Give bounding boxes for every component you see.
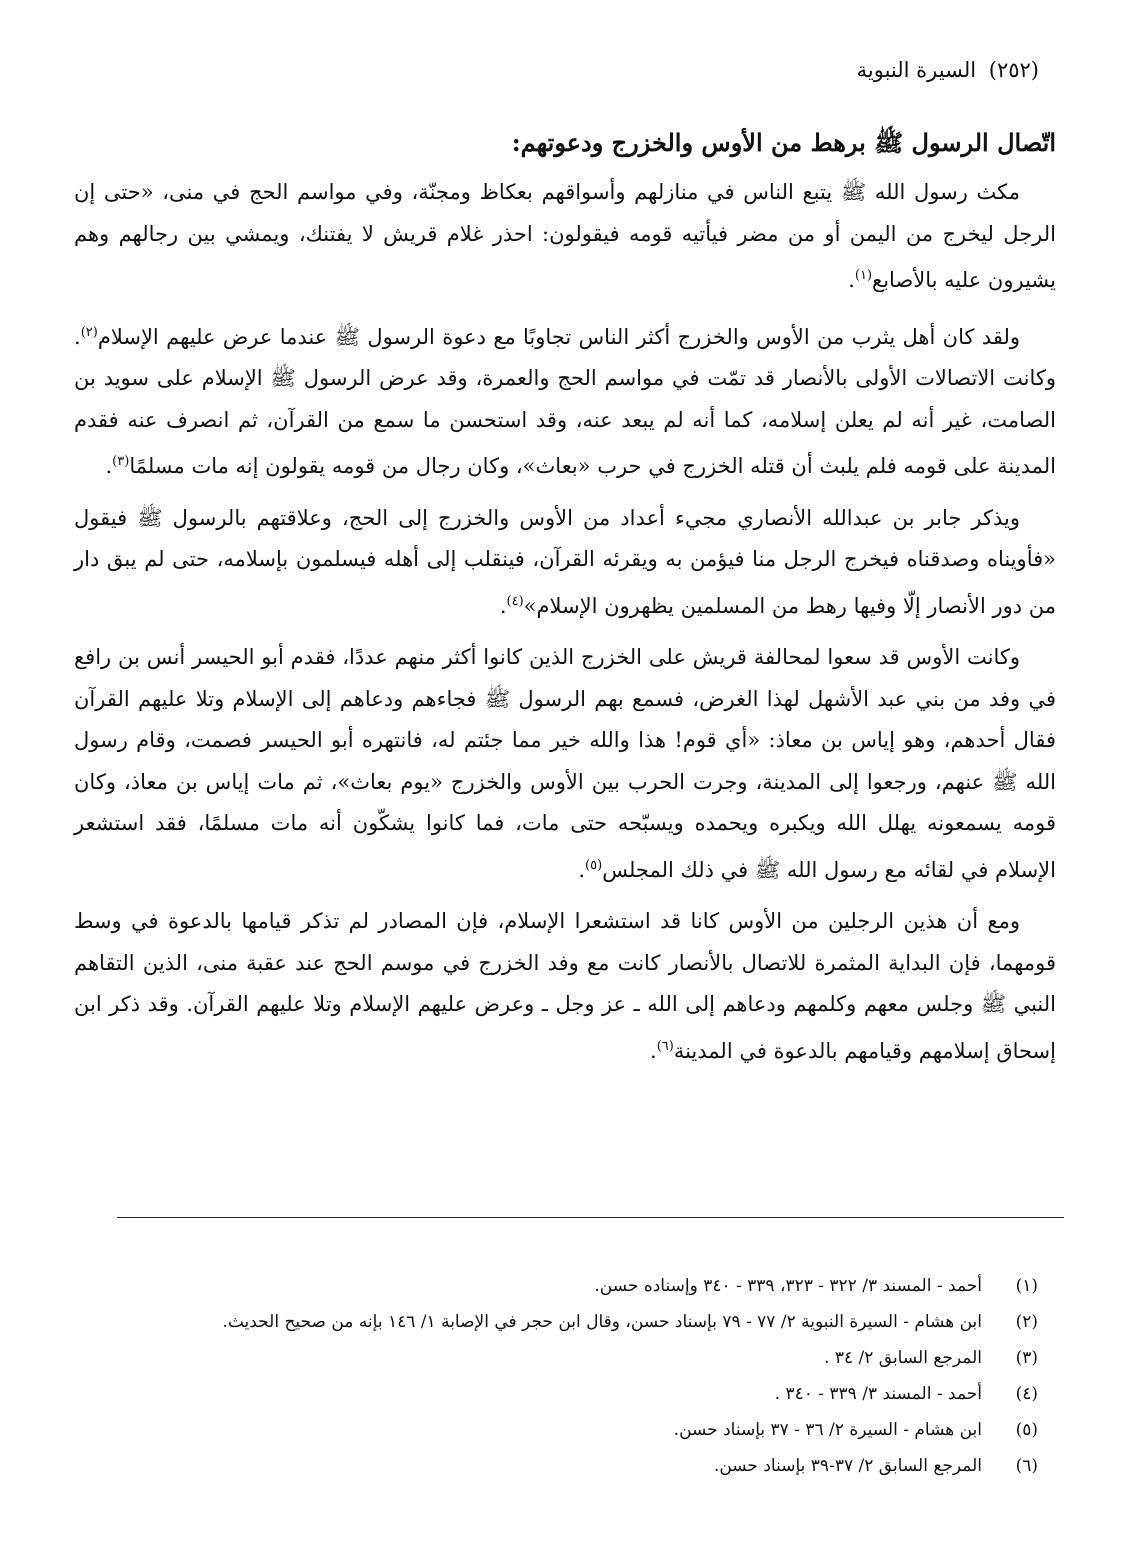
book-title: السيرة النبوية [856, 58, 977, 82]
footnote: (٦) المرجع السابق ٢/ ٣٧-٣٩ بإسناد حسن. [713, 1456, 1038, 1476]
page-number: (٢٥٢) [988, 58, 1039, 82]
section-heading: اتّصال الرسول ﷺ برهط من الأوس والخزرج ودعوتهم: [511, 128, 1056, 157]
footnote: (٣) المرجع السابق ٢/ ٣٤ . [824, 1348, 1038, 1368]
footnote: (٥) ابن هشام - السيرة ٢/ ٣٦ - ٣٧ بإسناد حسن. [673, 1420, 1038, 1440]
footnote: (٢) ابن هشام - السيرة النبوية ٢/ ٧٧ - ٧٩ بإسناد حسن، وقال ابن حجر في الإصابة ١/ ١٤٦ بإنه من صحيح الحديث. [222, 1312, 1038, 1332]
footnotes [78, 1268, 1038, 1484]
paragraph: ويذكر جابر بن عبدالله الأنصاري مجيء أعداد من الأوس والخزرج إلى الحج، وعلاقتهم بالرسول ﷺ فيقول «فأويناه وصدقناه فيخرج الرجل منا فيؤمن به ويقرئه القرآن، فينقلب إلى أهله فيسلمون بإسلامه، حتى لم يبق دار من دور الأنصار إلّا وفيها رهط من المسلمين يظهرون الإسلام»$^{(٤)}$. [74, 505, 1056, 618]
paragraph: وكانت الأوس قد سعوا لمحالفة قريش على الخزرج الذين كانوا أكثر منهم عددًا، فقدم أبو الحيسر أنس بن رافع في وفد من بني عبد الأشهل لهذا الغرض، فسمع بهم الرسول ﷺ فجاءهم ودعاهم إلى الإسلام وتلا عليهم القرآن فقال أحدهم، وهو إياس بن معاذ: «أي قوم! هذا والله خير مما جئتم له، فانتهره أبو الحيسر فصمت، وقام رسول الله ﷺ عنهم، ورجعوا إلى المدينة، وجرت الحرب بين الأوس والخزرج «يوم بعاث»، ثم مات إياس بن معاذ، وكان قومه يسمعونه يهلل الله ويكبره ويحمده ويسبّحه حتى مات، فما كانوا يشكّون أنه مات مسلمًا، فقد استشعر الإسلام في لقائه مع رسول الله ﷺ في ذلك المجلس$^{(٥)}$. [74, 645, 1056, 882]
footnote: (٤) أحمد - المسند ٣/ ٣٣٩ - ٣٤٠ . [774, 1384, 1038, 1404]
paragraph: ومع أن هذين الرجلين من الأوس كانا قد استشعرا الإسلام، فإن المصادر لم تذكر قيامها بالدعوة في وسط قومهما، فإن البداية المثمرة للاتصال بالأنصار كانت مع وفد الخزرج في موسم الحج عند عقبة منى، الذين التقاهم النبي ﷺ وجلس معهم وكلمهم ودعاهم إلى الله ـ عز وجل ـ وعرض عليهم الإسلام وتلا عليهم القرآن. وقد ذكر ابن إسحاق إسلامهم وقيامهم بالدعوة في المدينة$^{(٦)}$. [74, 909, 1056, 1063]
footnote-divider [117, 1217, 1064, 1218]
footnote: (١) أحمد - المسند ٣/ ٣٢٢ - ٣٢٣، ٣٣٩ - ٣٤٠ وإسناده حسن. [594, 1276, 1038, 1296]
running-header [857, 58, 1039, 82]
footnote-ref: (٦) [656, 1038, 674, 1054]
footnote-ref: (٣) [112, 454, 130, 469]
footnote-ref: (٤) [506, 593, 524, 609]
paragraph: مكث رسول الله ﷺ يتبع الناس في منازلهم وأسواقهم بعكاظ ومجنّة، وفي مواسم الحج في منى، «حتى إن الرجل ليخرج من اليمن أو من مضر فيأتيه قومه فيقولون: احذر غلام قريش لا يفتنك، ويمشي بين رجالهم وهم يشيرون عليه بالأصابع$^{(١)}$. [74, 180, 1056, 292]
footnote-ref: (٥) [585, 857, 603, 873]
footnote-ref: (١) [854, 268, 873, 283]
body-text [74, 172, 1056, 1082]
footnote-ref: (٢) [80, 324, 98, 340]
paragraph: ولقد كان أهل يثرب من الأوس والخزرج أكثر الناس تجاوبًا مع دعوة الرسول ﷺ عندما عرض عليهم الإسلام$^{(٢)}$. وكانت الاتصالات الأولى بالأنصار قد تمّت في مواسم الحج والعمرة، وقد عرض الرسول ﷺ الإسلام على سويد بن الصامت، غير أنه لم يعلن إسلامه، كما أنه لم يبعد عنه، وقد استحسن ما سمع من القرآن، ثم انصرف عنه فقدم المدينة على قومه فلم يلبث أن قتله الخزرج في حرب «بعاث»، وكان رجال من قومه يقولون إنه مات مسلمًا$^{(٣)}$. [74, 324, 1056, 478]
